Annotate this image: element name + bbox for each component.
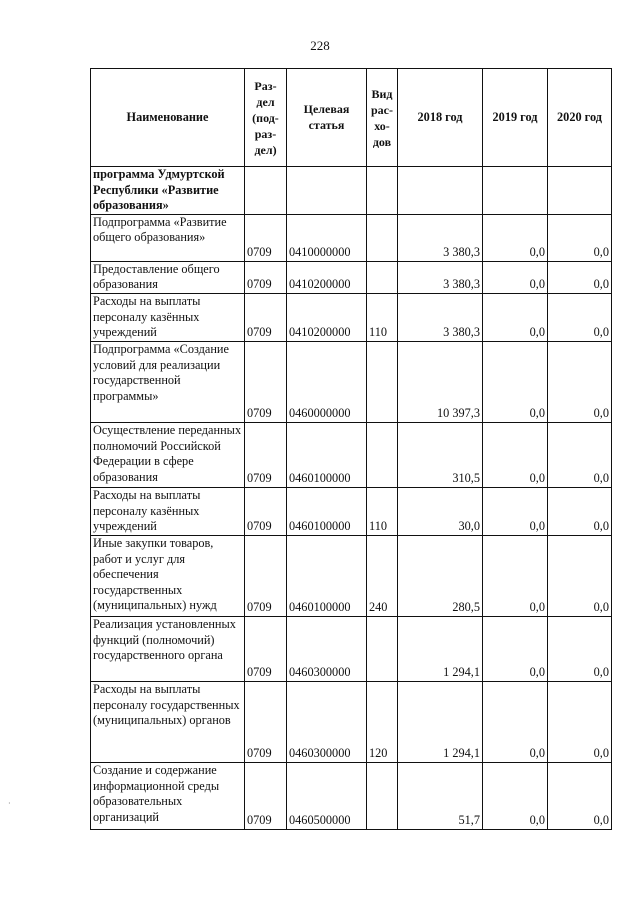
header-2019: 2019 год — [483, 69, 548, 167]
row-2018: 3 380,3 — [398, 214, 483, 261]
header-2018: 2018 год — [398, 69, 483, 167]
row-section: 0709 — [245, 214, 287, 261]
row-target: 0460300000 — [287, 681, 367, 762]
budget-table — [90, 68, 612, 830]
row-2018 — [398, 167, 483, 215]
row-section — [245, 167, 287, 215]
table-row — [91, 422, 612, 487]
row-2020: 0,0 — [548, 341, 612, 422]
row-name: Подпрограмма «Создание условий для реализации государственной программы» — [91, 341, 245, 422]
table-row — [91, 341, 612, 422]
row-name: Расходы на выплаты персоналу государственных (муниципальных) органов — [91, 681, 245, 762]
row-2020: 0,0 — [548, 422, 612, 487]
row-2019: 0,0 — [483, 535, 548, 616]
row-2020: 0,0 — [548, 535, 612, 616]
row-name: Иные закупки товаров, работ и услуг для обеспечения государственных (муниципальных) нужд — [91, 535, 245, 616]
row-expense-type — [367, 422, 398, 487]
row-2018: 310,5 — [398, 422, 483, 487]
row-expense-type — [367, 167, 398, 215]
row-target — [287, 167, 367, 215]
row-2019: 0,0 — [483, 762, 548, 829]
row-target: 0460100000 — [287, 422, 367, 487]
table-row — [91, 261, 612, 293]
row-section: 0709 — [245, 261, 287, 293]
row-name: Реализация установленных функций (полномочий) государственного органа — [91, 616, 245, 681]
row-2018: 1 294,1 — [398, 616, 483, 681]
header-row — [91, 69, 612, 167]
row-2018: 51,7 — [398, 762, 483, 829]
row-2018: 3 380,3 — [398, 293, 483, 341]
header-name: Наименование — [91, 69, 245, 167]
row-section: 0709 — [245, 762, 287, 829]
row-2019 — [483, 167, 548, 215]
row-section: 0709 — [245, 341, 287, 422]
row-expense-type: 240 — [367, 535, 398, 616]
row-2019: 0,0 — [483, 341, 548, 422]
row-name: Предоставление общего образования — [91, 261, 245, 293]
scan-speck: · — [8, 799, 11, 808]
row-expense-type — [367, 261, 398, 293]
row-target: 0460300000 — [287, 616, 367, 681]
table-row — [91, 535, 612, 616]
row-2018: 3 380,3 — [398, 261, 483, 293]
table-row — [91, 293, 612, 341]
row-section: 0709 — [245, 422, 287, 487]
row-name: Осуществление переданных полномочий Российской Федерации в сфере образования — [91, 422, 245, 487]
row-2020 — [548, 167, 612, 215]
row-2019: 0,0 — [483, 487, 548, 535]
row-section: 0709 — [245, 293, 287, 341]
table-row — [91, 681, 612, 762]
row-section: 0709 — [245, 487, 287, 535]
row-target: 0460100000 — [287, 487, 367, 535]
row-target: 0460500000 — [287, 762, 367, 829]
row-section: 0709 — [245, 681, 287, 762]
row-2020: 0,0 — [548, 293, 612, 341]
row-2019: 0,0 — [483, 681, 548, 762]
row-target: 0460000000 — [287, 341, 367, 422]
table-row — [91, 616, 612, 681]
row-target: 0410200000 — [287, 293, 367, 341]
header-2020: 2020 год — [548, 69, 612, 167]
row-section: 0709 — [245, 535, 287, 616]
row-2020: 0,0 — [548, 487, 612, 535]
row-name: Расходы на выплаты персоналу казённых учреждений — [91, 487, 245, 535]
table-row — [91, 762, 612, 829]
row-2020: 0,0 — [548, 762, 612, 829]
row-2019: 0,0 — [483, 422, 548, 487]
row-expense-type: 120 — [367, 681, 398, 762]
row-2018: 280,5 — [398, 535, 483, 616]
row-2018: 1 294,1 — [398, 681, 483, 762]
row-section: 0709 — [245, 616, 287, 681]
row-expense-type — [367, 616, 398, 681]
row-2020: 0,0 — [548, 681, 612, 762]
header-section: Раз- дел (под- раз- дел) — [245, 69, 287, 167]
row-target: 0410200000 — [287, 261, 367, 293]
header-target: Целевая статья — [287, 69, 367, 167]
row-expense-type: 110 — [367, 293, 398, 341]
row-target: 0460100000 — [287, 535, 367, 616]
table-row — [91, 167, 612, 215]
row-2018: 30,0 — [398, 487, 483, 535]
row-name: программа Удмуртской Республики «Развитие образования» — [91, 167, 245, 215]
row-2019: 0,0 — [483, 261, 548, 293]
row-target: 0410000000 — [287, 214, 367, 261]
row-2020: 0,0 — [548, 261, 612, 293]
table-row — [91, 487, 612, 535]
row-expense-type: 110 — [367, 487, 398, 535]
table-row — [91, 214, 612, 261]
row-expense-type — [367, 214, 398, 261]
row-2019: 0,0 — [483, 293, 548, 341]
row-name: Расходы на выплаты персоналу казённых учреждений — [91, 293, 245, 341]
row-2019: 0,0 — [483, 616, 548, 681]
row-2020: 0,0 — [548, 616, 612, 681]
row-name: Создание и содержание информационной среды образовательных организаций — [91, 762, 245, 829]
row-expense-type — [367, 762, 398, 829]
row-2019: 0,0 — [483, 214, 548, 261]
row-2018: 10 397,3 — [398, 341, 483, 422]
row-name: Подпрограмма «Развитие общего образования» — [91, 214, 245, 261]
header-expense-type: Вид рас- хо- дов — [367, 69, 398, 167]
row-expense-type — [367, 341, 398, 422]
row-2020: 0,0 — [548, 214, 612, 261]
page-number: 228 — [310, 38, 330, 53]
